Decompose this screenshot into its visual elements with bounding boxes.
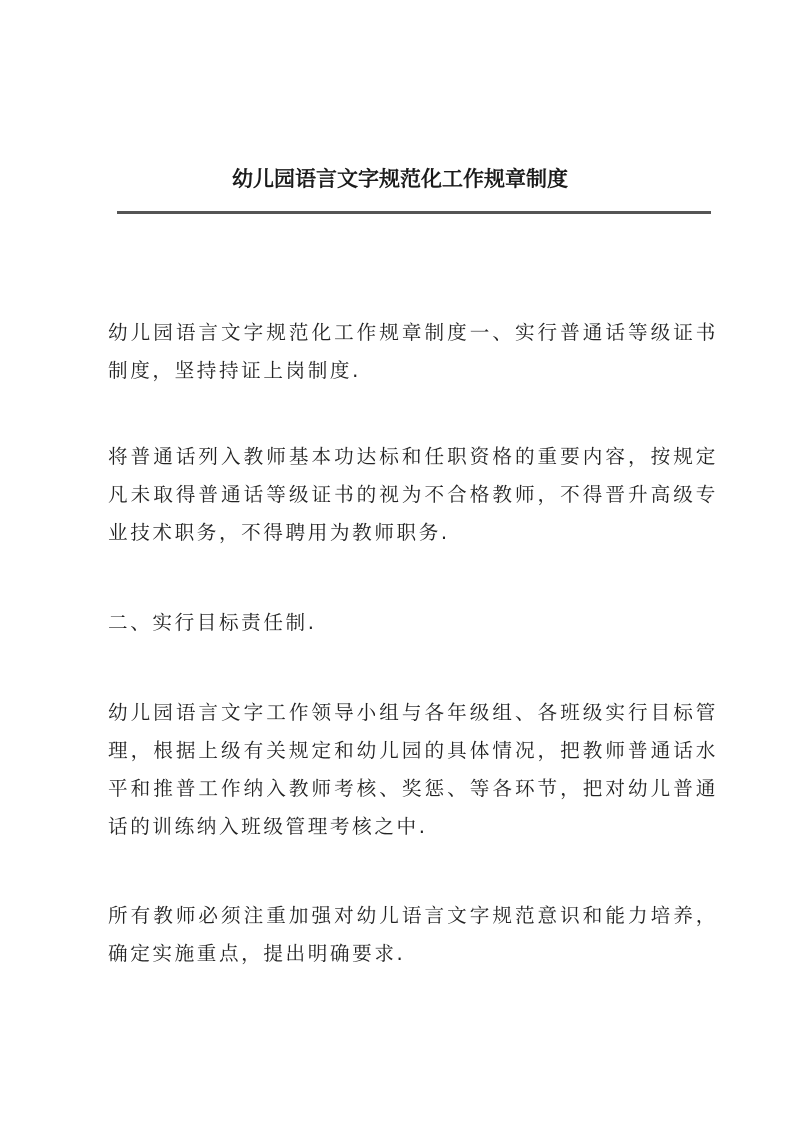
paragraph-3: 二、实行目标责任制. [108,611,317,634]
paragraph-1: 幼儿园语言文字规范化工作规章制度一、实行普通话等级证书制度，坚持持证上岗制度. [108,321,718,382]
title-underline-divider [117,211,711,214]
paragraph-2: 将普通话列入教师基本功达标和任职资格的重要内容，按规定凡未取得普通话等级证书的视为不合格教师，不得晋升高级专业技术职务，不得聘用为教师职务. [108,445,718,544]
document-title: 幼儿园语言文字规范化工作规章制度 [232,166,568,191]
paragraph-5: 所有教师必须注重加强对幼儿语言文字规范意识和能力培养，确定实施重点，提出明确要求. [108,904,718,965]
paragraph-4: 幼儿园语言文字工作领导小组与各年级组、各班级实行目标管理，根据上级有关规定和幼儿园的具体情况，把教师普通话水平和推普工作纳入教师考核、奖惩、等各环节，把对幼儿普通话的训练纳入班级管理考核之中. [108,701,718,838]
document-body [108,314,718,973]
